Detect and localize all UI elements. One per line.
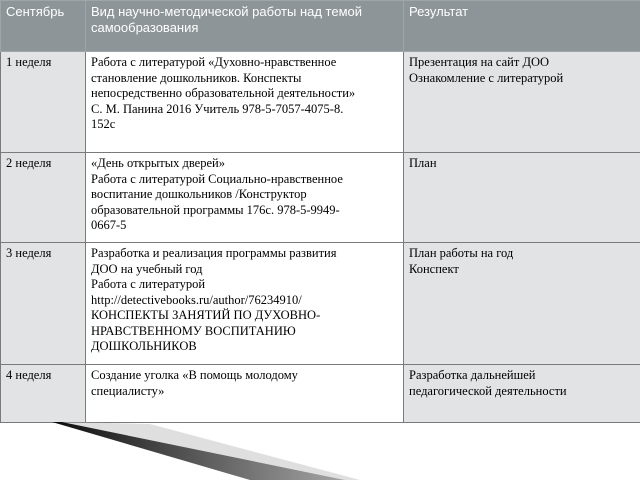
result-cell (404, 365, 640, 423)
work-line: ДОО на учебный год (91, 261, 203, 276)
work-line: ДОШКОЛЬНИКОВ (91, 339, 197, 353)
week-cell: 4 неделя (1, 365, 86, 423)
result-line: Ознакомление с литературой (409, 70, 564, 85)
work-line: Создание уголка «В помощь молодому (91, 368, 298, 382)
work-line: Работа с литературой «Духовно-нравственное (91, 55, 337, 69)
work-line: «День открытых дверей» (91, 156, 225, 170)
work-line: С. М. Панина 2016 Учитель 978-5-7057-4075-8. (91, 101, 344, 116)
work-line: становление дошкольников. Конспекты (91, 70, 302, 85)
decorative-shadow-edge (62, 422, 360, 480)
result-cell (404, 243, 640, 365)
week-cell: 1 неделя (1, 52, 86, 153)
header-work-type-line: Вид научно-методической работы над темой (91, 4, 363, 19)
result-line: План работы на год (409, 246, 514, 260)
header-work-type-line: самообразования (91, 20, 199, 35)
result-cell (404, 52, 640, 153)
result-line: педагогической деятельности (409, 383, 567, 398)
work-cell (86, 52, 404, 153)
header-month: Сентябрь (1, 1, 86, 52)
week-cell: 2 неделя (1, 153, 86, 243)
decorative-shadow-wedge (52, 422, 345, 480)
table-row (1, 153, 640, 243)
table-row (1, 365, 640, 423)
work-line: Разработка и реализация программы развития (91, 246, 337, 260)
work-line: образовательной программы 176с. 978-5-9949- (91, 202, 340, 217)
result-line: Разработка дальнейшей (409, 368, 536, 382)
week-cell: 3 неделя (1, 243, 86, 365)
work-line: Работа с литературой Социально-нравственное (91, 171, 343, 186)
work-line: Работа с литературой (91, 277, 206, 291)
work-line: НРАВСТВЕННОМУ ВОСПИТАНИЮ (91, 323, 296, 338)
table-header-row (1, 1, 640, 52)
work-line: 0667-5 (91, 218, 127, 232)
result-line: План (409, 156, 437, 170)
work-cell (86, 365, 404, 423)
work-line: 152с (91, 117, 116, 131)
work-line: специалисту» (91, 383, 165, 398)
result-line: Презентация на сайт ДОО (409, 55, 550, 69)
work-cell (86, 153, 404, 243)
result-line: Конспект (409, 261, 459, 276)
work-line: непосредственно образовательной деятельности» (91, 86, 356, 100)
header-work-type (86, 1, 404, 52)
work-line: воспитание дошкольников /Конструктор (91, 187, 307, 201)
work-cell (86, 243, 404, 365)
work-link-line[interactable]: http://detectivebooks.ru/author/76234910/ (91, 292, 302, 307)
header-result: Результат (404, 1, 640, 52)
result-cell (404, 153, 640, 243)
table-row (1, 243, 640, 365)
table-row (1, 52, 640, 153)
work-line: КОНСПЕКТЫ ЗАНЯТИЙ ПО ДУХОВНО- (91, 308, 321, 322)
